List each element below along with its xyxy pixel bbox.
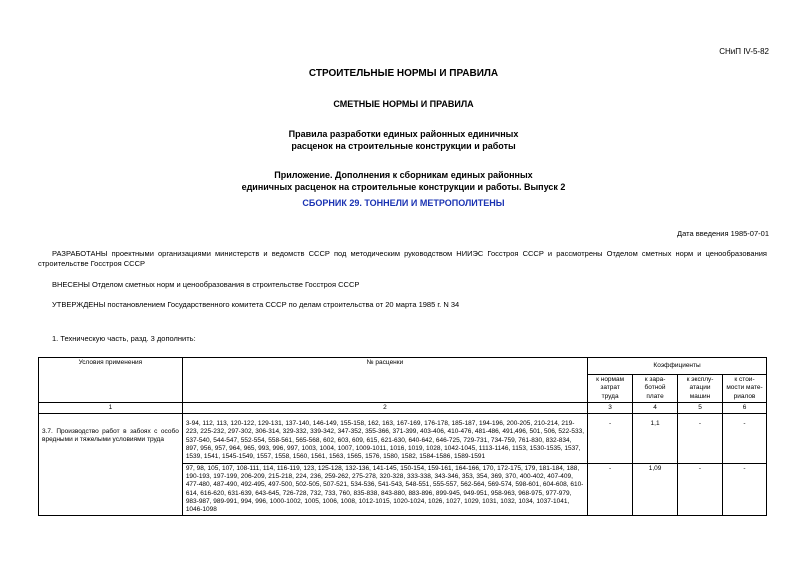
title-collection: СБОРНИК 29. ТОННЕЛИ И МЕТРОПОЛИТЕНЫ [302,198,505,208]
condition-cell: 3.7. Производство работ в забоях с особо вредными и тяжелыми условиями труда [39,414,183,516]
coef-materials-cell: - [723,463,767,516]
rate-numbers-cell: 97, 98, 105, 107, 108-111, 114, 116-119, 123, 125-128, 132-136, 141-145, 150-154, 159-161, 164-166, 170, 172-175, 179, 181-184, 188, 190-193, 197-199, 206-209, 215-218, 224, 236, 259-262, 275-278, 320-328, 333-338, 343-346, 353, 354, 369, 370, 400-402, 407-409, 477-480, 487-490, 492-495, 497-500, 502-505, 507-521, 534-536, 541-543, 548-551, 555-557, 562-564, 569-574, 598-601, 604-608, 610-614, 616-620, 631-639, 643-645, 726-728, 732, 733, 760, 835-838, 843-880, 883-896, 899-945, 949-951, 958-963, 968-975, 977-979, 983-987, 989-991, 994, 996, 1000-1002, 1005, 1006, 1008, 1012-1015, 1020-1024, 1026, 1027, 1029, 1031, 1032, 1034, 1037-1041, 1046-1098 [182,463,587,516]
table-row [39,414,767,463]
coef-wages-cell: 1,09 [633,463,678,516]
title-appendix-line2: единичных расценок на строительные конструкции и работы. Выпуск 2 [241,182,566,192]
header-wages: к зара-ботной плате [633,375,678,403]
rate-numbers-cell: 3-94, 112, 113, 120-122, 129-131, 137-140, 146-149, 155-158, 162, 163, 167-169, 176-178, 185-187, 194-196, 200-205, 210-214, 219-223, 225-232, 297-302, 306-314, 329-332, 339-342, 347-352, 355-366, 371-399, 403-406, 410-476, 481-486, 491,496, 501, 506, 522-533, 537-540, 544-547, 552-554, 558-561, 565-568, 602, 603, 609, 615, 621-630, 640-642, 646-725, 729-731, 734-759, 761-830, 832-834, 897, 956, 957, 964, 965, 993, 996, 997, 1003, 1004, 1007, 1009-1011, 1016, 1019, 1028, 1042-1045, 1113-1146, 1153, 1530-1535, 1537, 1539, 1541, 1545-1549, 1557, 1558, 1560, 1561, 1563, 1565, 1576, 1580, 1582, 1584-1586, 1589-1591 [182,414,587,463]
title-building-norms: СТРОИТЕЛЬНЫЕ НОРМЫ И ПРАВИЛА [308,68,499,79]
coef-materials-cell: - [723,414,767,463]
coef-labor-cell: - [588,463,633,516]
column-number: 4 [633,402,678,413]
title-rules [0,128,807,152]
rates-table [38,357,767,516]
coef-machines-cell: - [678,463,723,516]
paragraph-developed: РАЗРАБОТАНЫ проектными организациями министерств и ведомств СССР под методическим руководством НИИЭС Госстроя СССР и рассмотрены Отделом сметных норм и ценообразования строительстве Госстроя СССР [38,249,767,268]
header-coefficients: Коэффициенты [588,358,767,375]
header-labor-costs: к нормам затрат труда [588,375,633,403]
table-header-row [39,358,767,375]
coef-labor-cell: - [588,414,633,463]
date-introduced: Дата введения 1985-07-01 [677,229,769,238]
coef-machines-cell: - [678,414,723,463]
paragraph-approved: УТВЕРЖДЕНЫ постановлением Государственного комитета СССР по делам строительства от 20 марта 1985 г. N 34 [52,300,460,309]
title-rules-line1: Правила разработки единых районных единичных [288,129,519,139]
header-material-cost: к стои-мости мате-риалов [723,375,767,403]
coef-wages-cell: 1,1 [633,414,678,463]
column-number: 3 [588,402,633,413]
document-code: СНиП IV-5-82 [719,47,769,56]
title-rules-line2: расценок на строительные конструкции и работы [291,141,516,151]
title-appendix [0,169,807,193]
header-rate-numbers: № расценки [182,358,587,403]
column-numbers-row [39,402,767,413]
paragraph-item-1: 1. Техническую часть, разд. 3 дополнить: [52,334,196,343]
header-conditions: Условия применения [39,358,183,403]
title-appendix-line1: Приложение. Дополнения к сборникам единых районных [274,170,533,180]
column-number: 5 [678,402,723,413]
column-number: 6 [723,402,767,413]
header-machine-operation: к эксплу-атации машин [678,375,723,403]
column-number: 1 [39,402,183,413]
paragraph-introduced: ВНЕСЕНЫ Отделом сметных норм и ценообразования в строительстве Госстроя СССР [52,280,360,289]
column-number: 2 [182,402,587,413]
title-estimate-norms: СМЕТНЫЕ НОРМЫ И ПРАВИЛА [333,99,474,109]
